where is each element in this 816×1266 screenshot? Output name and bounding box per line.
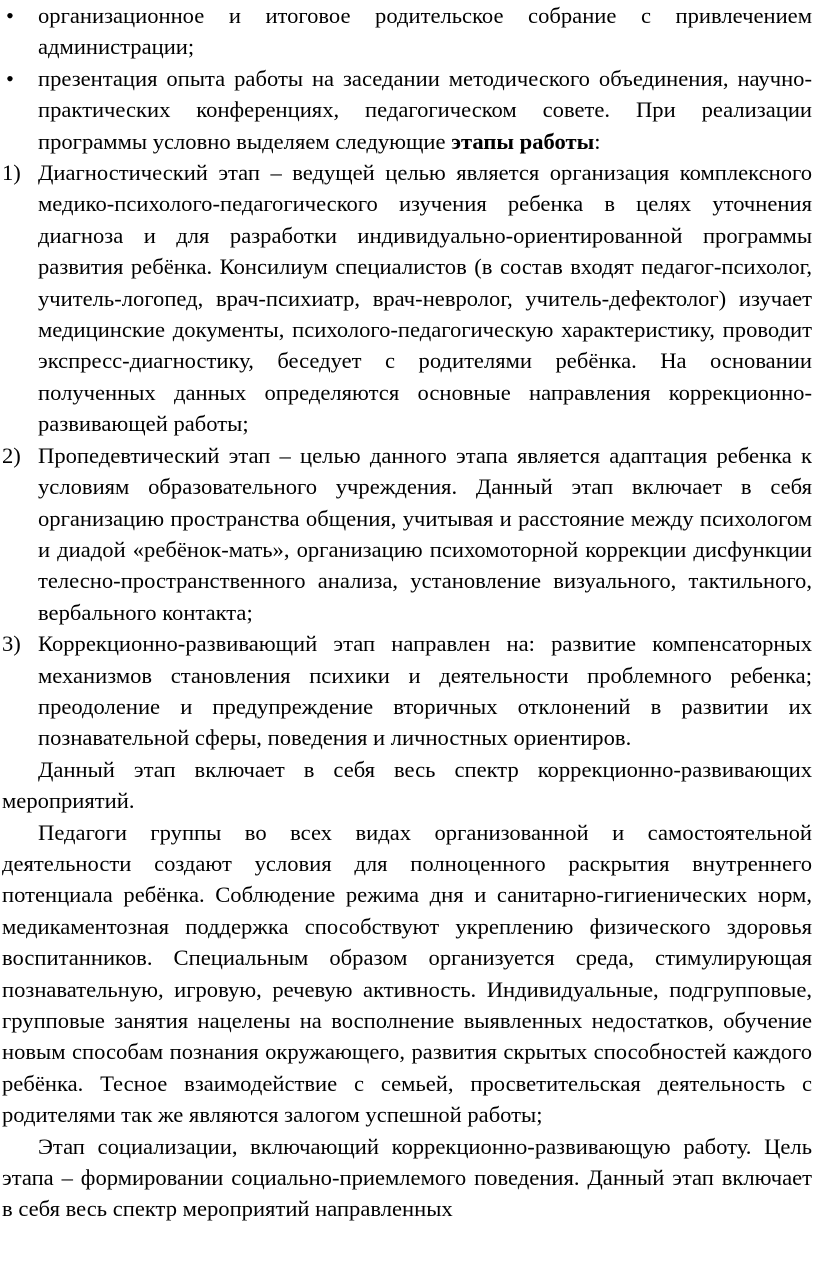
stage-text: Пропедевтический этап – целью данного этапа является адаптация ребенка к условиям образовательного учреждения. Данный этап включает в себя организацию пространства общения, учитывая и расстояние между психологом и диадой «ребёнок-мать», организацию психомоторной коррекции дисфункции телесно-пространственного анализа, установление визуального, тактильного, вербального контакта; [38,442,812,625]
stage-item-diagnostic [2,157,812,440]
stage-text: Диагностический этап – ведущей целью является организация комплексного медико-психолого-педагогического изучения ребенка в целях уточнения диагноза и для разработки индивидуально-ориентированной программы развития ребёнка. Консилиум специалистов (в состав входят педагог-психолог, учитель-логопед, врач-психиатр, врач-невролог, учитель-дефектолог) изучает медицинские документы, психолого-педагогическую характеристику, проводит экспресс-диагностику, беседует с родителями ребёнка. На основании полученных данных определяются основные направления коррекционно-развивающей работы; [38,160,812,437]
bold-phrase-work-stages: этапы работы [451,128,595,154]
bullet-text-tail: : [594,128,601,154]
bullet-text: организационное и итоговое родительское собрание с привлечением администрации; [38,3,812,60]
bullet-text: презентация опыта работы на заседании методического объединения, научно-практических конференциях, педагогическом совете. При реализации программы условно выделяем следующие [38,65,812,154]
bullet-item-presentation [2,63,812,157]
bullet-item-meeting [2,0,812,63]
bullet-list [2,0,812,157]
paragraph-socialization: Этап социализации, включающий коррекционно-развивающую работу. Цель этапа – формировании социально-приемлемого поведения. Данный этап включает в себя весь спектр мероприятий направленных [2,1133,812,1222]
stage-number: 1) [2,160,21,186]
stage-text: Коррекционно-развивающий этап направлен на: развитие компенсаторных механизмов становления психики и деятельности проблемного ребенка; преодоление и предупреждение вторичных отклонений в развитии их познавательной сферы, поведения и личностных ориентиров. [38,631,812,751]
stage-number: 2) [2,442,21,468]
stage-item-correctional [2,628,812,754]
stage-number: 3) [2,631,21,657]
paragraph-stage-scope: Данный этап включает в себя весь спектр коррекционно-развивающих мероприятий. [2,756,812,814]
stages-list [2,157,812,754]
stage-item-propaedeutic [2,440,812,628]
bullet-marker: • [6,65,14,91]
paragraph-teachers: Педагоги группы во всех видах организованной и самостоятельной деятельности создают условия для полноценного раскрытия внутреннего потенциала ребёнка. Соблюдение режима дня и санитарно-гигиенических норм, медикаментозная поддержка способствуют укреплению физического здоровья воспитанников. Специальным образом организуется среда, стимулирующая познавательную, игровую, речевую активность. Индивидуальные, подгрупповые, групповые занятия нацелены на восполнение выявленных недостатков, обучение новым способам познания окружающего, развития скрытых способностей каждого ребёнка. Тесное взаимодействие с семьей, просветительская деятельность с родителями так же являются залогом успешной работы; [2,819,812,1128]
bullet-marker: • [6,3,14,28]
